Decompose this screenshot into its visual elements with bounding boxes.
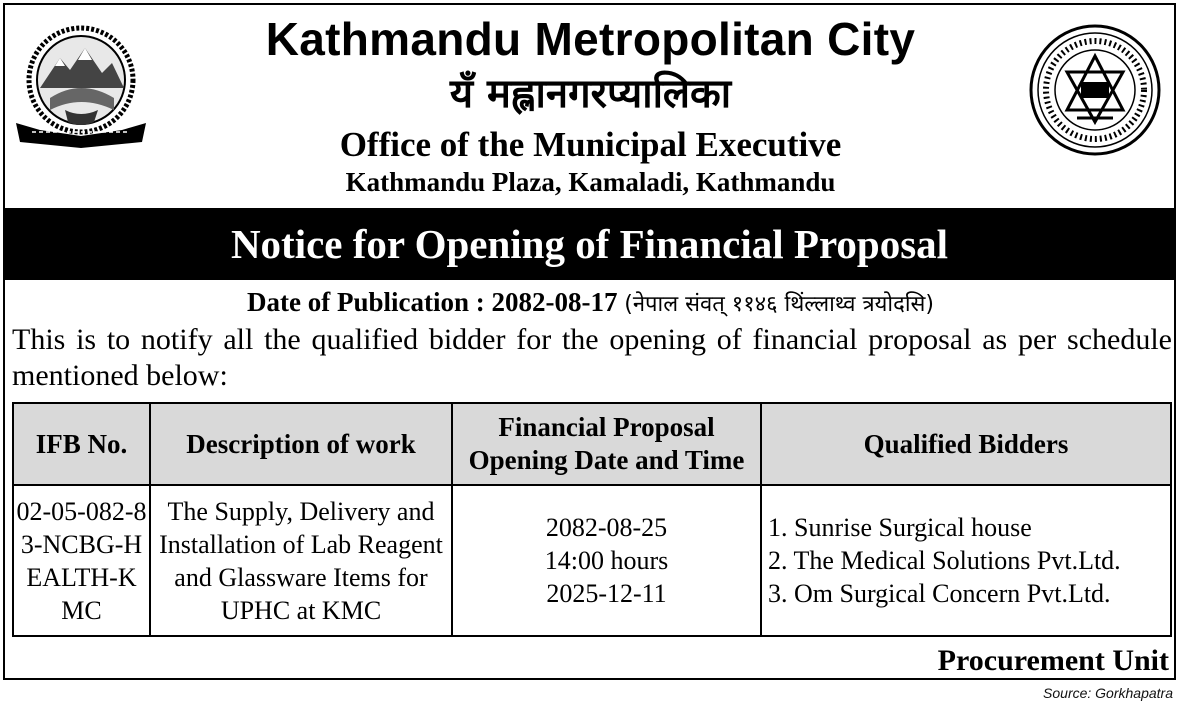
cell-ifb-no: 02-05-082-83-NCBG-HEALTH-KMC (13, 485, 150, 636)
cell-opening-date (452, 485, 761, 636)
opening-date-bs: 2082-08-25 (545, 513, 668, 542)
office-address: Kathmandu Plaza, Kamaladi, Kathmandu (345, 167, 836, 197)
bidder-item: 1. Sunrise Surgical house (768, 513, 1032, 542)
schedule-table (12, 402, 1172, 637)
table-row (13, 485, 1171, 636)
opening-time: 14:00 hours (544, 546, 669, 575)
office-name: Office of the Municipal Executive (339, 125, 842, 164)
city-title-nepali: यँ मह्लानगरप्यालिका (449, 71, 732, 117)
procurement-unit-signature: Procurement Unit (937, 644, 1169, 677)
header-qualified-bidders: Qualified Bidders (761, 403, 1171, 485)
city-title: Kathmandu Metropolitan City (265, 13, 916, 65)
opening-date-ad: 2025-12-11 (546, 579, 667, 608)
publication-date-nepali: (नेपाल संवत् ११४६ थिंल्लाथ्व त्रयोदसि) (624, 292, 934, 317)
table-header-row (13, 403, 1171, 485)
source-credit: Source: Gorkhapatra (1043, 685, 1173, 701)
bidder-item: 3. Om Surgical Concern Pvt.Ltd. (768, 579, 1111, 608)
cell-description: The Supply, Delivery and Installation of Lab Reagent and Glassware Items for UPHC at KMC (150, 485, 452, 636)
header-description: Description of work (150, 403, 452, 485)
intro-paragraph: This is to notify all the qualified bidder for the opening of financial proposal as per schedule mentioned below: (12, 323, 1172, 392)
publication-date-label: Date of Publication : 2082-08-17 (247, 287, 618, 317)
cell-qualified-bidders (761, 485, 1171, 636)
publication-date (0, 284, 1181, 323)
bidder-item: 2. The Medical Solutions Pvt.Ltd. (768, 546, 1121, 575)
header-opening-date: Financial Proposal Opening Date and Time (452, 403, 761, 485)
header-ifb-no: IFB No. (13, 403, 150, 485)
notice-title-banner: Notice for Opening of Financial Proposal (3, 208, 1176, 280)
